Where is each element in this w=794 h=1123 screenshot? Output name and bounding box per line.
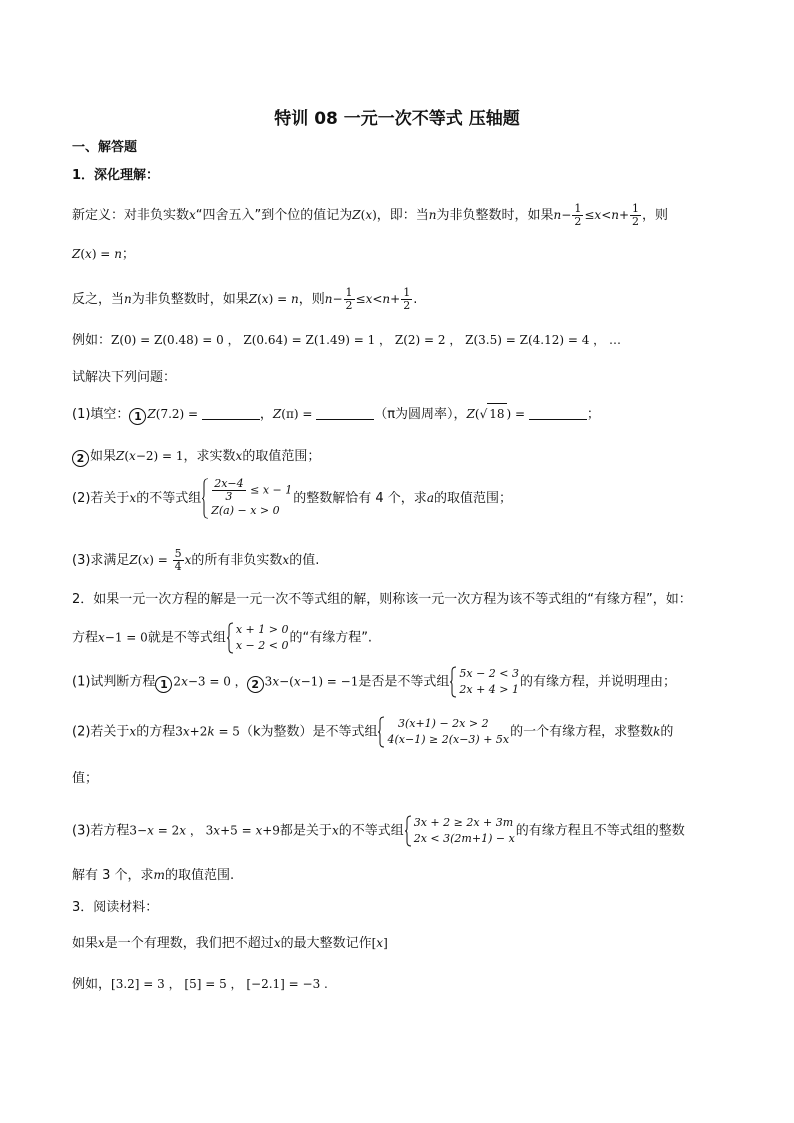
problem-1-question-1-part-2: 2 如果Z(x−2) = 1，求实数x的取值范围； bbox=[72, 446, 320, 467]
problem-1-question-1: (1)填空： 1 Z(7.2) = ，Z(π) = （π为圆周率），Z(√ 18 ) = ； bbox=[72, 403, 600, 425]
problem-1-heading: 1．深化理解： bbox=[72, 168, 160, 183]
page-title: 特训 08 一元一次不等式 压轴题 bbox=[274, 109, 520, 129]
problem-2-example: 方程x−1 = 0就是不等式组 x + 1 > 0 x − 2 < 0 的“有缘方程”. bbox=[72, 623, 373, 652]
problem-1-converse: 反之，当n为非负整数时，如果Z(x) = n，则n− $\frac{1}{2}$ ≤x<n+ $\frac{1}{2}$ . bbox=[72, 286, 418, 312]
problem-3-heading: 3．阅读材料： bbox=[72, 900, 159, 915]
problem-1-examples: 例如：Z(0) = Z(0.48) = 0 ， Z(0.64) = Z(1.49) = 1 ， Z(2) = 2 ， Z(3.5) = Z(4.12) = 4 ， … bbox=[72, 333, 621, 348]
answer-blank[interactable] bbox=[529, 405, 587, 420]
problem-1-ask: 试解决下列问题： bbox=[72, 370, 177, 385]
problem-1-question-2: (2)若关于x的不等式组 $\frac{2x-4}{3}$ ≤ x − 1 Z(a) − x > 0 的整数解恰有 4 个，求a的取值范围； bbox=[72, 477, 512, 517]
problem-2-intro: 2．如果一元一次方程的解是一元一次不等式组的解，则称该一元一次方程为该不等式组的“有缘方程”，如： bbox=[72, 592, 692, 607]
problem-1-definition: 新定义：对非负实数x“四舍五入”到个位的值记为Z(x)，即：当n为非负整数时，如果n− $\frac{1}{2}$ ≤x<n+ $\frac{1}{2}$ ，则 bbox=[72, 202, 669, 228]
problem-3-examples: 例如，[3.2] = 3 ， [5] = 5 ， [−2.1] = −3 . bbox=[72, 977, 328, 992]
problem-2-question-1: (1)试判断方程 1 2x−3 = 0 ， 2 3x−(x−1) = −1是否是不等式组 5x − 2 < 3 2x + 4 > 1 的有缘方程，并说明理由； bbox=[72, 667, 677, 696]
section-heading: 一、解答题 bbox=[72, 140, 138, 155]
problem-1-question-3: (3)求满足Z(x) = $\frac{5}{4}$ x的所有非负实数x的值. bbox=[72, 547, 320, 573]
answer-blank[interactable] bbox=[202, 405, 260, 420]
problem-3-definition: 如果x是一个有理数，我们把不超过x的最大整数记作[x] bbox=[72, 936, 388, 951]
problem-1-definition-cont: Z(x) = n； bbox=[72, 247, 135, 262]
answer-blank[interactable] bbox=[316, 405, 374, 420]
problem-2-question-3-cont: 解有 3 个，求m的取值范围. bbox=[72, 868, 235, 883]
problem-2-question-2: (2)若关于x的方程3x+2k = 5（k为整数）是不等式组 3(x+1) − 2x > 2 4(x−1) ≥ 2(x−3) + 5x 的一个有缘方程，求整数k的 bbox=[72, 717, 674, 746]
problem-2-question-3: (3)若方程3−x = 2x ， 3x+5 = x+9都是关于x的不等式组 3x + 2 ≥ 2x + 3m 2x < 3(2m+1) − x 的有缘方程且不等式组的整数 bbox=[72, 816, 685, 845]
problem-2-question-2-cont: 值； bbox=[72, 771, 99, 786]
